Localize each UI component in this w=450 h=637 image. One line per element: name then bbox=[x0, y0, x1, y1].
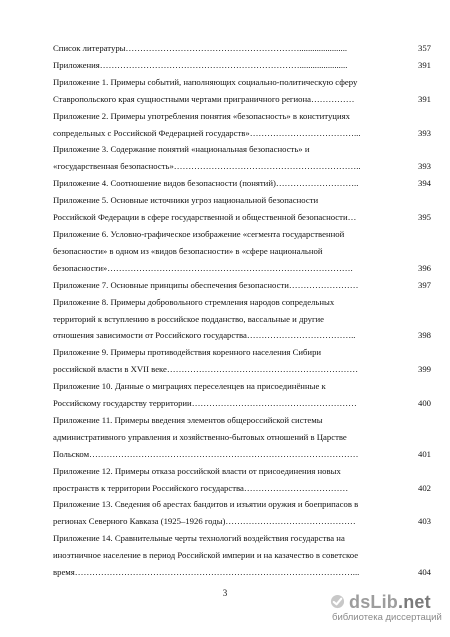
toc-entry bbox=[53, 57, 431, 74]
toc-entry bbox=[53, 277, 431, 294]
toc-entry-page: 391 bbox=[417, 93, 431, 104]
toc-entry-line: Российскому государству территории………………………………………………… bbox=[53, 398, 357, 409]
toc-entry-line: Приложения……………………………………………………………...................... bbox=[53, 59, 348, 70]
toc-entry-line: безопасности»…………………………………………………………………………. bbox=[53, 262, 353, 273]
toc-entry-title bbox=[53, 294, 403, 345]
toc-entry-line: Список литературы……………………………………………………...................... bbox=[53, 43, 348, 53]
toc-entry-line: Польском………………………………………………………………………………… bbox=[53, 448, 359, 459]
toc-entry-page: 402 bbox=[417, 482, 431, 493]
toc-entry-title bbox=[53, 378, 403, 412]
toc-entry bbox=[53, 226, 431, 277]
toc-entry-title bbox=[53, 463, 403, 497]
toc-entry-title bbox=[53, 530, 403, 581]
toc-entry bbox=[53, 496, 431, 530]
toc-entry-title bbox=[53, 344, 403, 378]
toc-entry bbox=[53, 175, 431, 192]
toc-entry-line: Приложение 6. Условно-графическое изображение «сегмента государственной bbox=[53, 228, 345, 239]
toc-entry-line: территорий к вступлению в российское подданство, вассальные и другие bbox=[53, 313, 325, 324]
toc-entry-line: Приложение 14. Сравнительные черты технологий воздействия государства на bbox=[53, 533, 345, 544]
toc-entry-title bbox=[53, 192, 403, 226]
toc-entry-line: безопасности» в одном из «видов безопасности» в «сфере национальной bbox=[53, 245, 323, 256]
toc-entry-page: 396 bbox=[417, 262, 431, 273]
toc-entry-page: 401 bbox=[417, 448, 431, 459]
toc-entry-page: 393 bbox=[417, 127, 431, 138]
toc-entry-page: 394 bbox=[417, 178, 431, 189]
toc-entry-line: Приложение 3. Содержание понятий «национальная безопасность» и bbox=[53, 144, 310, 155]
toc-entry-line: Приложение 1. Примеры событий, наполняющих социально-политическую сферу bbox=[53, 76, 358, 87]
toc-entry-page: 403 bbox=[417, 516, 431, 527]
toc-entry-title bbox=[53, 40, 403, 57]
toc-entry-line: Приложение 13. Сведения об арестах бандитов и изъятии оружия и боеприпасов в bbox=[53, 499, 359, 510]
toc-entry bbox=[53, 141, 431, 175]
toc-entry bbox=[53, 530, 431, 581]
toc-entry-line: Ставропольского края сущностными чертами приграничного региона…………… bbox=[53, 93, 355, 104]
toc-entry-line: сопредельных с Российской Федерацией государств»………………………………... bbox=[53, 127, 361, 138]
toc-entry bbox=[53, 74, 431, 108]
toc-entry bbox=[53, 463, 431, 497]
toc-entry-line: Приложение 12. Примеры отказа российской власти от присоединения новых bbox=[53, 465, 341, 476]
toc-entry bbox=[53, 40, 431, 57]
toc-entry-title bbox=[53, 277, 403, 294]
table-of-contents bbox=[53, 40, 431, 581]
dslib-tagline: библиотека диссертаций bbox=[332, 612, 442, 623]
toc-entry-line: пространств к территории Российского государства……………………………… bbox=[53, 482, 349, 493]
toc-entry-line: время……………………………………………………………………………………... bbox=[53, 567, 360, 578]
page-number: 3 bbox=[222, 588, 228, 598]
toc-entry-line: Приложение 10. Данные о миграциях переселенцев на присоединённые к bbox=[53, 381, 326, 392]
toc-entry-line: Приложение 2. Примеры употребления понятия «безопасность» в конституциях bbox=[53, 110, 350, 121]
toc-entry-line: иноэтничное население в период Российской империи и на казачество в советское bbox=[53, 550, 359, 561]
toc-entry-page: 393 bbox=[417, 161, 431, 172]
toc-entry bbox=[53, 344, 431, 378]
toc-entry-line: российской власти в XVII веке………………………………………………………… bbox=[53, 364, 359, 375]
toc-entry bbox=[53, 412, 431, 463]
toc-entry-page: 400 bbox=[417, 398, 431, 409]
toc-entry-line: Приложение 4. Соотношение видов безопасности (понятий)……………………….. bbox=[53, 178, 359, 189]
toc-entry-line: административного управления и хозяйственно-бытовых отношений в Царстве bbox=[53, 431, 347, 442]
toc-entry-page: 391 bbox=[417, 59, 431, 70]
toc-entry-title bbox=[53, 57, 403, 74]
toc-entry bbox=[53, 378, 431, 412]
toc-entry bbox=[53, 294, 431, 345]
toc-entry-title bbox=[53, 108, 403, 142]
dslib-logo-icon bbox=[330, 594, 345, 609]
toc-entry-title bbox=[53, 175, 403, 192]
toc-entry-line: Приложение 11. Примеры введения элементов общероссийской системы bbox=[53, 414, 323, 425]
dslib-watermark bbox=[330, 591, 448, 631]
toc-entry bbox=[53, 108, 431, 142]
toc-entry-page: 395 bbox=[417, 212, 431, 223]
toc-entry bbox=[53, 192, 431, 226]
toc-entry-page: 404 bbox=[417, 567, 431, 578]
toc-entry-line: Приложение 9. Примеры противодействия коренного населения Сибири bbox=[53, 347, 322, 358]
toc-entry-title bbox=[53, 141, 403, 175]
toc-entry-line: Приложение 5. Основные источники угроз национальной безопасности bbox=[53, 195, 319, 206]
toc-entry-title bbox=[53, 496, 403, 530]
toc-entry-line: Российской Федерации в сфере государственной и общественной безопасности… bbox=[53, 212, 357, 223]
toc-entry-page: 398 bbox=[417, 330, 431, 341]
toc-entry-line: Приложение 7. Основные принципы обеспечения безопасности…………………… bbox=[53, 279, 359, 290]
toc-entry-page: 399 bbox=[417, 364, 431, 375]
toc-entry-line: регионах Северного Кавказа (1925–1926 годы)……………………………………… bbox=[53, 516, 356, 527]
toc-entry-title bbox=[53, 412, 403, 463]
toc-entry-page: 357 bbox=[417, 43, 431, 53]
toc-entry-title bbox=[53, 226, 403, 277]
toc-entry-line: «государственная безопасность»……………………………………………………….. bbox=[53, 161, 361, 172]
toc-entry-line: отношения зависимости от Российского государства……………………………….. bbox=[53, 330, 356, 341]
toc-entry-line: Приложение 8. Примеры добровольного стремления народов сопредельных bbox=[53, 296, 335, 307]
dslib-logo-text: dsLib.net bbox=[349, 592, 431, 612]
toc-entry-title bbox=[53, 74, 403, 108]
toc-entry-page: 397 bbox=[417, 279, 431, 290]
